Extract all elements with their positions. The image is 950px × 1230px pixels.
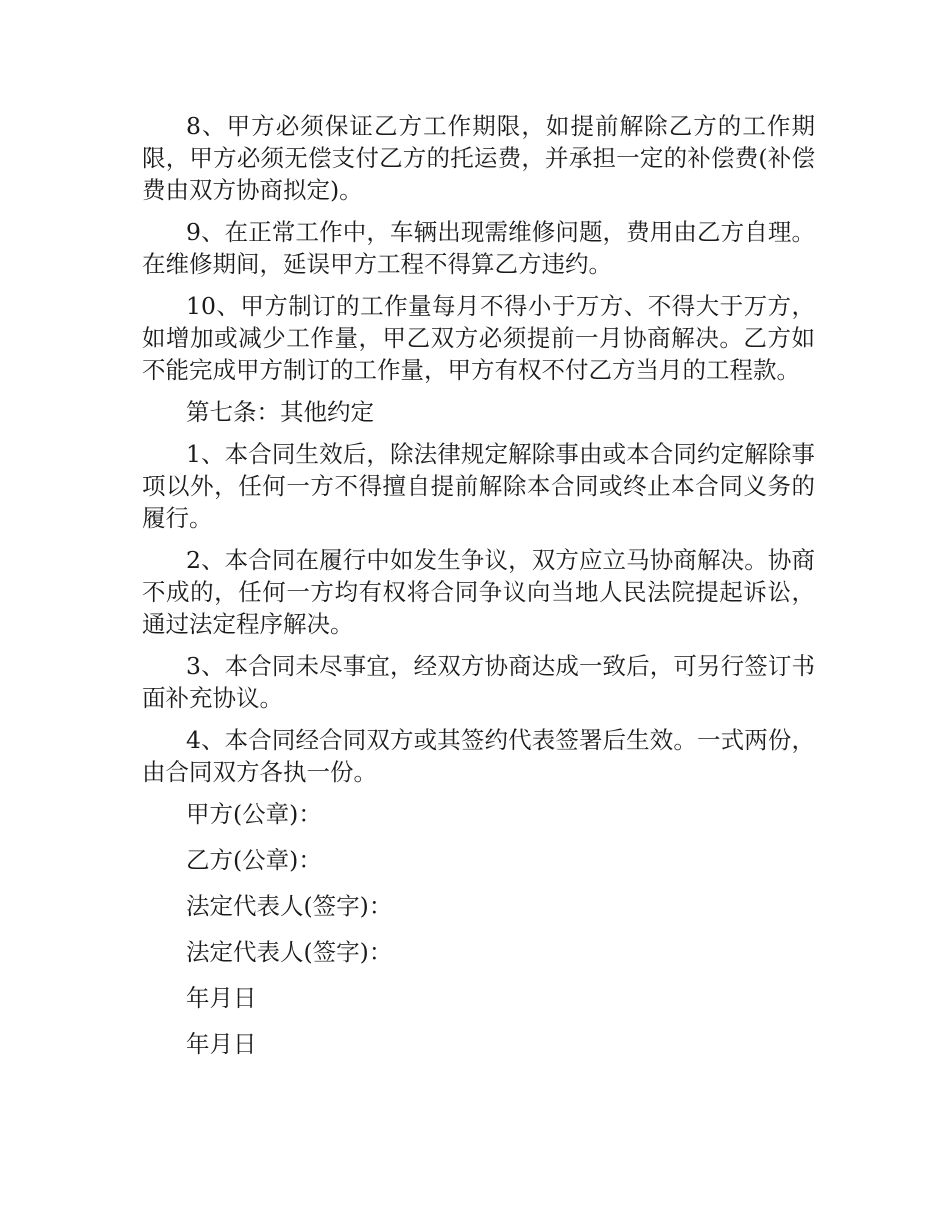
term-2: 2、本合同在履行中如发生争议，双方应立马协商解决。协商不成的，任何一方均有权将合同争议向当地人民法院提起诉讼，通过法定程序解决。: [142, 546, 815, 638]
section-title: 第七条：其他约定: [186, 398, 374, 426]
signature-rep-b: 法定代表人(签字)：: [186, 938, 393, 966]
date-b: 年月日: [186, 1030, 257, 1058]
term-4: 4、本合同经合同双方或其签约代表签署后生效。一式两份，由合同双方各执一份。: [142, 726, 815, 786]
signature-party-a: 甲方(公章)：: [186, 800, 322, 828]
date-a: 年月日: [186, 984, 257, 1012]
signature-party-b: 乙方(公章)：: [186, 846, 322, 874]
term-3: 3、本合同未尽事宜，经双方协商达成一致后，可另行签订书面补充协议。: [142, 652, 815, 712]
clause-8: 8、甲方必须保证乙方工作期限，如提前解除乙方的工作期限，甲方必须无偿支付乙方的托运费，并承担一定的补偿费(补偿费由双方协商拟定)。: [142, 112, 815, 204]
term-1: 1、本合同生效后，除法律规定解除事由或本合同约定解除事项以外，任何一方不得擅自提前解除本合同或终止本合同义务的履行。: [142, 440, 815, 532]
signature-rep-a: 法定代表人(签字)：: [186, 892, 393, 920]
clause-9: 9、在正常工作中，车辆出现需维修问题，费用由乙方自理。在维修期间，延误甲方工程不得算乙方违约。: [142, 218, 815, 278]
clause-10: 10、甲方制订的工作量每月不得小于万方、不得大于万方，如增加或减少工作量，甲乙双方必须提前一月协商解决。乙方如不能完成甲方制订的工作量，甲方有权不付乙方当月的工程款。: [142, 292, 815, 384]
